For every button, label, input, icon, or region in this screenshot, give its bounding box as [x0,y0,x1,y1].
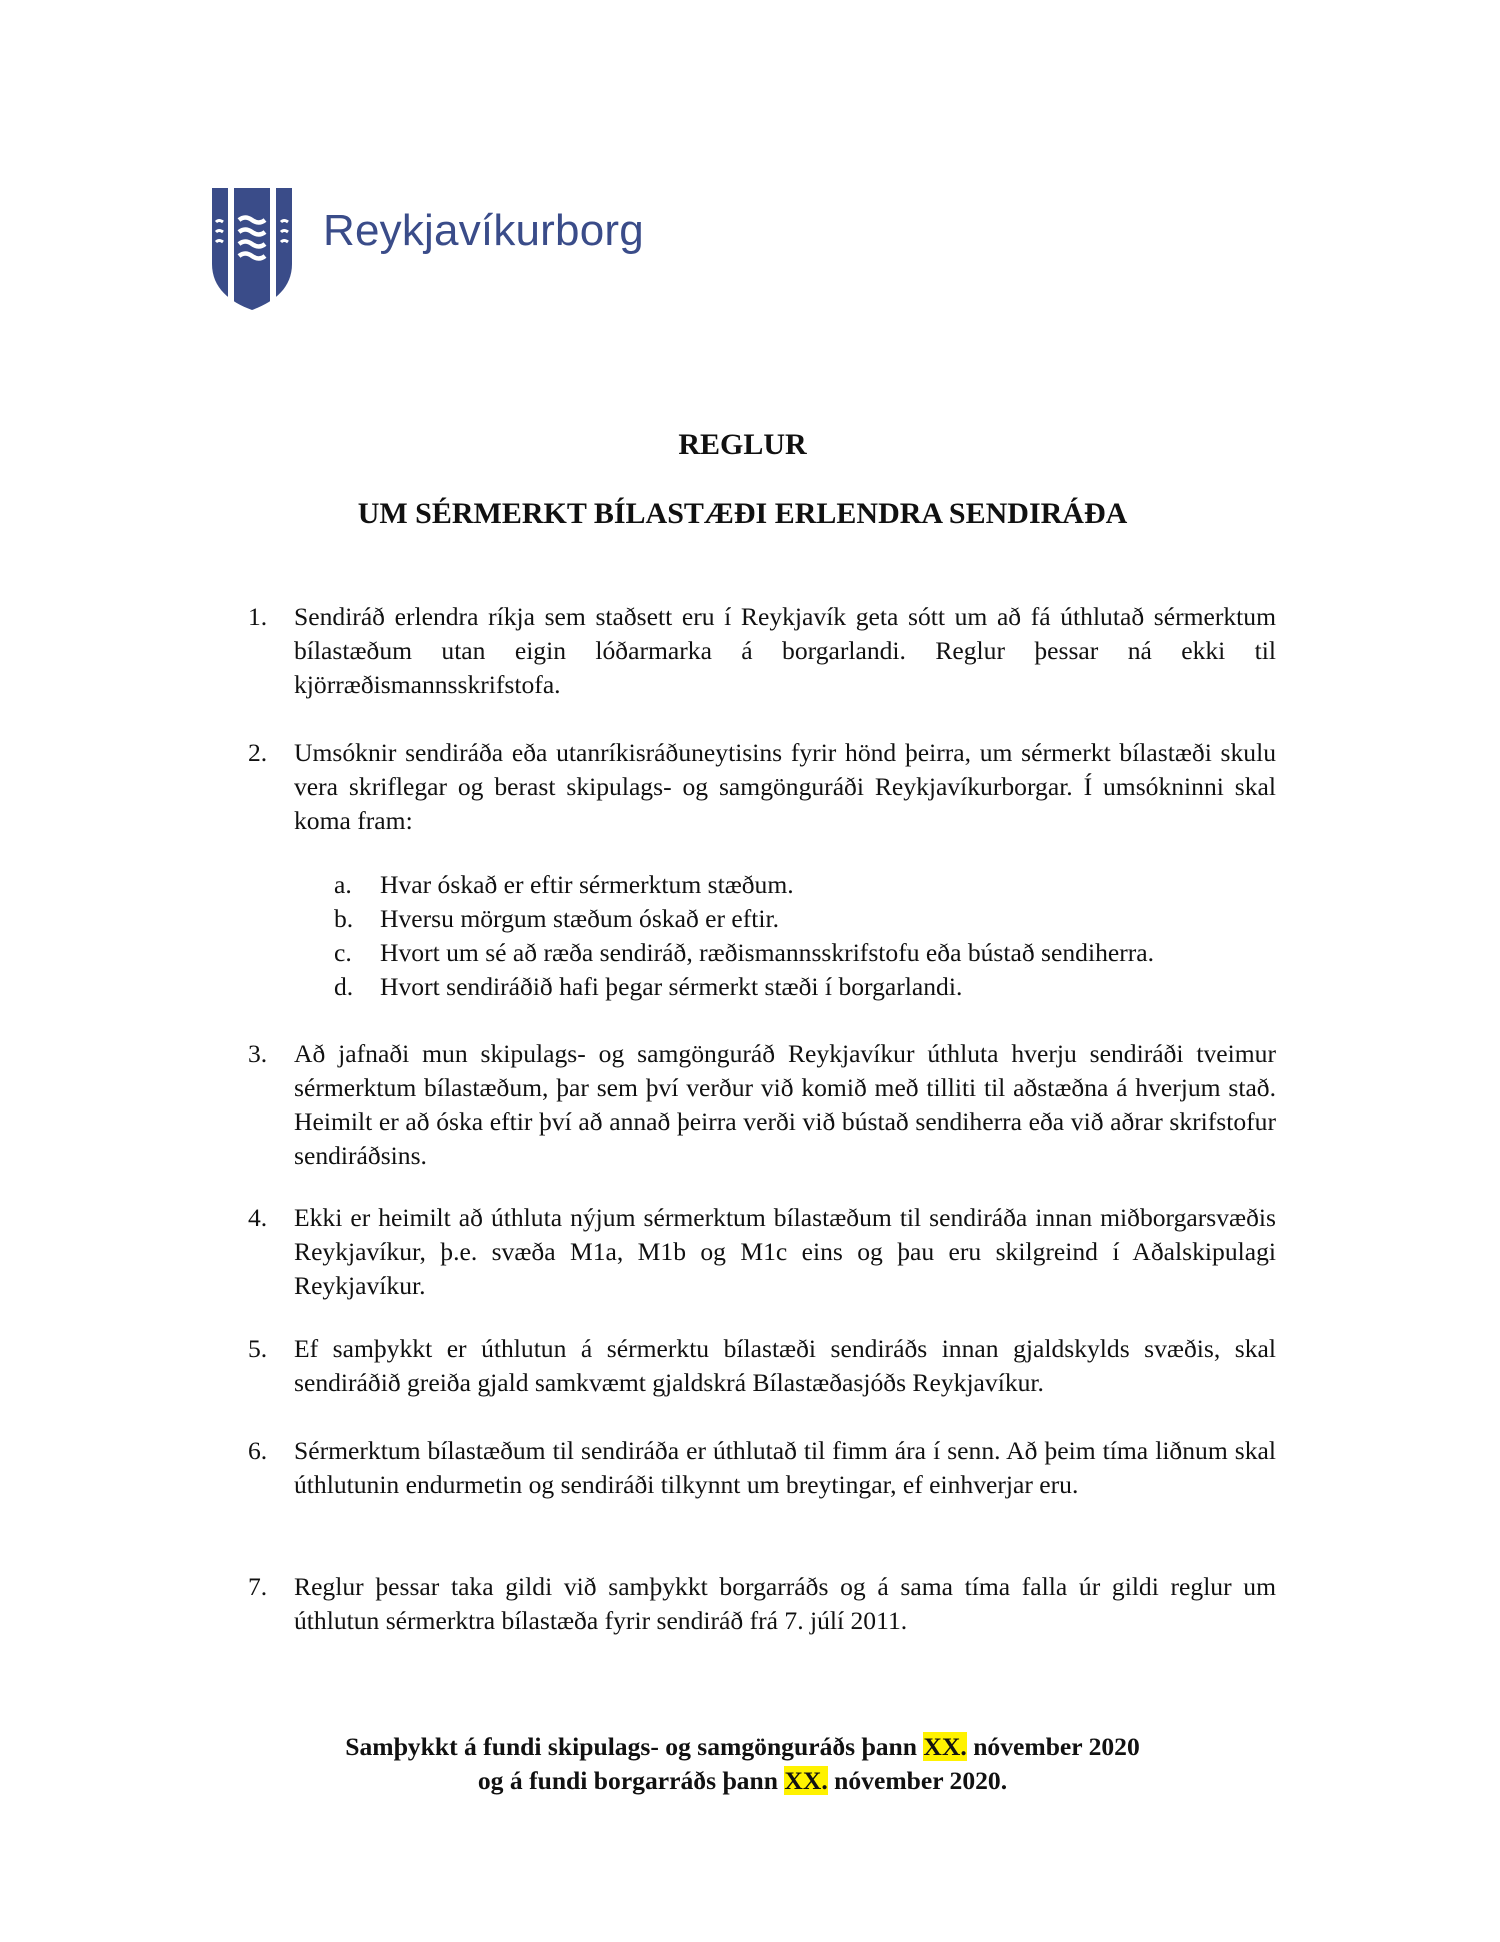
sub-item-text: Hvort um sé að ræða sendiráð, ræðismannsskrifstofu eða bústað sendiherra. [380,938,1155,967]
list-item [248,1037,1276,1173]
document-subtitle: UM SÉRMERKT BÍLASTÆÐI ERLENDRA SENDIRÁÐA [357,497,1128,530]
list-item [248,736,1276,838]
list-item [248,1434,1276,1502]
list-item [248,1201,1276,1303]
item-number: 3. [248,1039,268,1068]
date-placeholder-highlight: XX. [923,1732,967,1761]
sub-item-text: Hvort sendiráðið hafi þegar sérmerkt stæði í borgarlandi. [380,972,963,1001]
list-item [248,1570,1276,1638]
item-text: Ekki er heimilt að úthluta nýjum sérmerktum bílastæðum til sendiráða innan miðborgarsvæðis Reykjavíkur, þ.e. svæða M1a, M1b og M1c eins og þau eru skilgreind í Aðalskipulagi Reykjavíkur. [294,1203,1276,1300]
sub-item-letter: d. [334,972,354,1001]
sub-list-item [334,970,1294,1004]
list-item [248,1332,1276,1400]
sub-item-text: Hversu mörgum stæðum óskað er eftir. [380,904,780,933]
item-text: Sendiráð erlendra ríkja sem staðsett eru í Reykjavík geta sótt um að fá úthlutað sérmerktum bílastæðum utan eigin lóðarmarka á borgarlandi. Reglur þessar ná ekki til kjörræðismannsskrifstofa. [294,602,1276,699]
item-text: Ef samþykkt er úthlutun á sérmerktu bílastæði sendiráðs innan gjaldskylds svæðis, skal sendiráðið greiða gjald samkvæmt gjaldskrá Bílastæðasjóðs Reykjavíkur. [294,1334,1276,1397]
item-text: Að jafnaði mun skipulags- og samgönguráð Reykjavíkur úthluta hverju sendiráði tveimur sérmerktum bílastæðum, þar sem því verður við komið með tilliti til aðstæðna á hverjum stað. Heimilt er að óska eftir því að annað þeirra verði við bústað sendiherra eða við aðrar skrifstofur sendiráðsins. [294,1039,1276,1170]
sub-list-item [334,936,1294,970]
item-number: 4. [248,1203,268,1232]
approval-line-2: og á fundi borgarráðs þann XX. nóvember 2020. [477,1766,1008,1795]
item-number: 7. [248,1572,268,1601]
document-title: REGLUR [678,428,807,461]
item-number: 1. [248,602,268,631]
item-number: 2. [248,738,268,767]
item-number: 6. [248,1436,268,1465]
sub-list-item [334,902,1294,936]
approval-line-1: Samþykkt á fundi skipulags- og samgönguráðs þann XX. nóvember 2020 [345,1732,1140,1761]
sub-item-letter: a. [334,870,352,899]
logo-wordmark: Reykjavíkurborg [323,206,644,255]
item-number: 5. [248,1334,268,1363]
sub-item-letter: b. [334,904,354,933]
item-text: Reglur þessar taka gildi við samþykkt borgarráðs og á sama tíma falla úr gildi reglur um úthlutun sérmerktra bílastæða fyrir sendiráð frá 7. júlí 2011. [294,1572,1276,1635]
date-placeholder-highlight: XX. [784,1766,828,1795]
sub-list [334,868,1294,1004]
sub-item-text: Hvar óskað er eftir sérmerktum stæðum. [380,870,794,899]
approval-note [0,1730,1485,1798]
list-item [248,600,1276,702]
item-text: Umsóknir sendiráða eða utanríkisráðuneytisins fyrir hönd þeirra, um sérmerkt bílastæði skulu vera skriflegar og berast skipulags- og samgönguráði Reykjavíkurborgar. Í umsókninni skal koma fram: [294,738,1276,835]
reykjavik-shield-icon [212,188,292,310]
sub-list-item [334,868,1294,902]
item-text: Sérmerktum bílastæðum til sendiráða er úthlutað til fimm ára í senn. Að þeim tíma liðnum skal úthlutunin endurmetin og sendiráði tilkynnt um breytingar, ef einhverjar eru. [294,1436,1276,1499]
sub-item-letter: c. [334,938,352,967]
